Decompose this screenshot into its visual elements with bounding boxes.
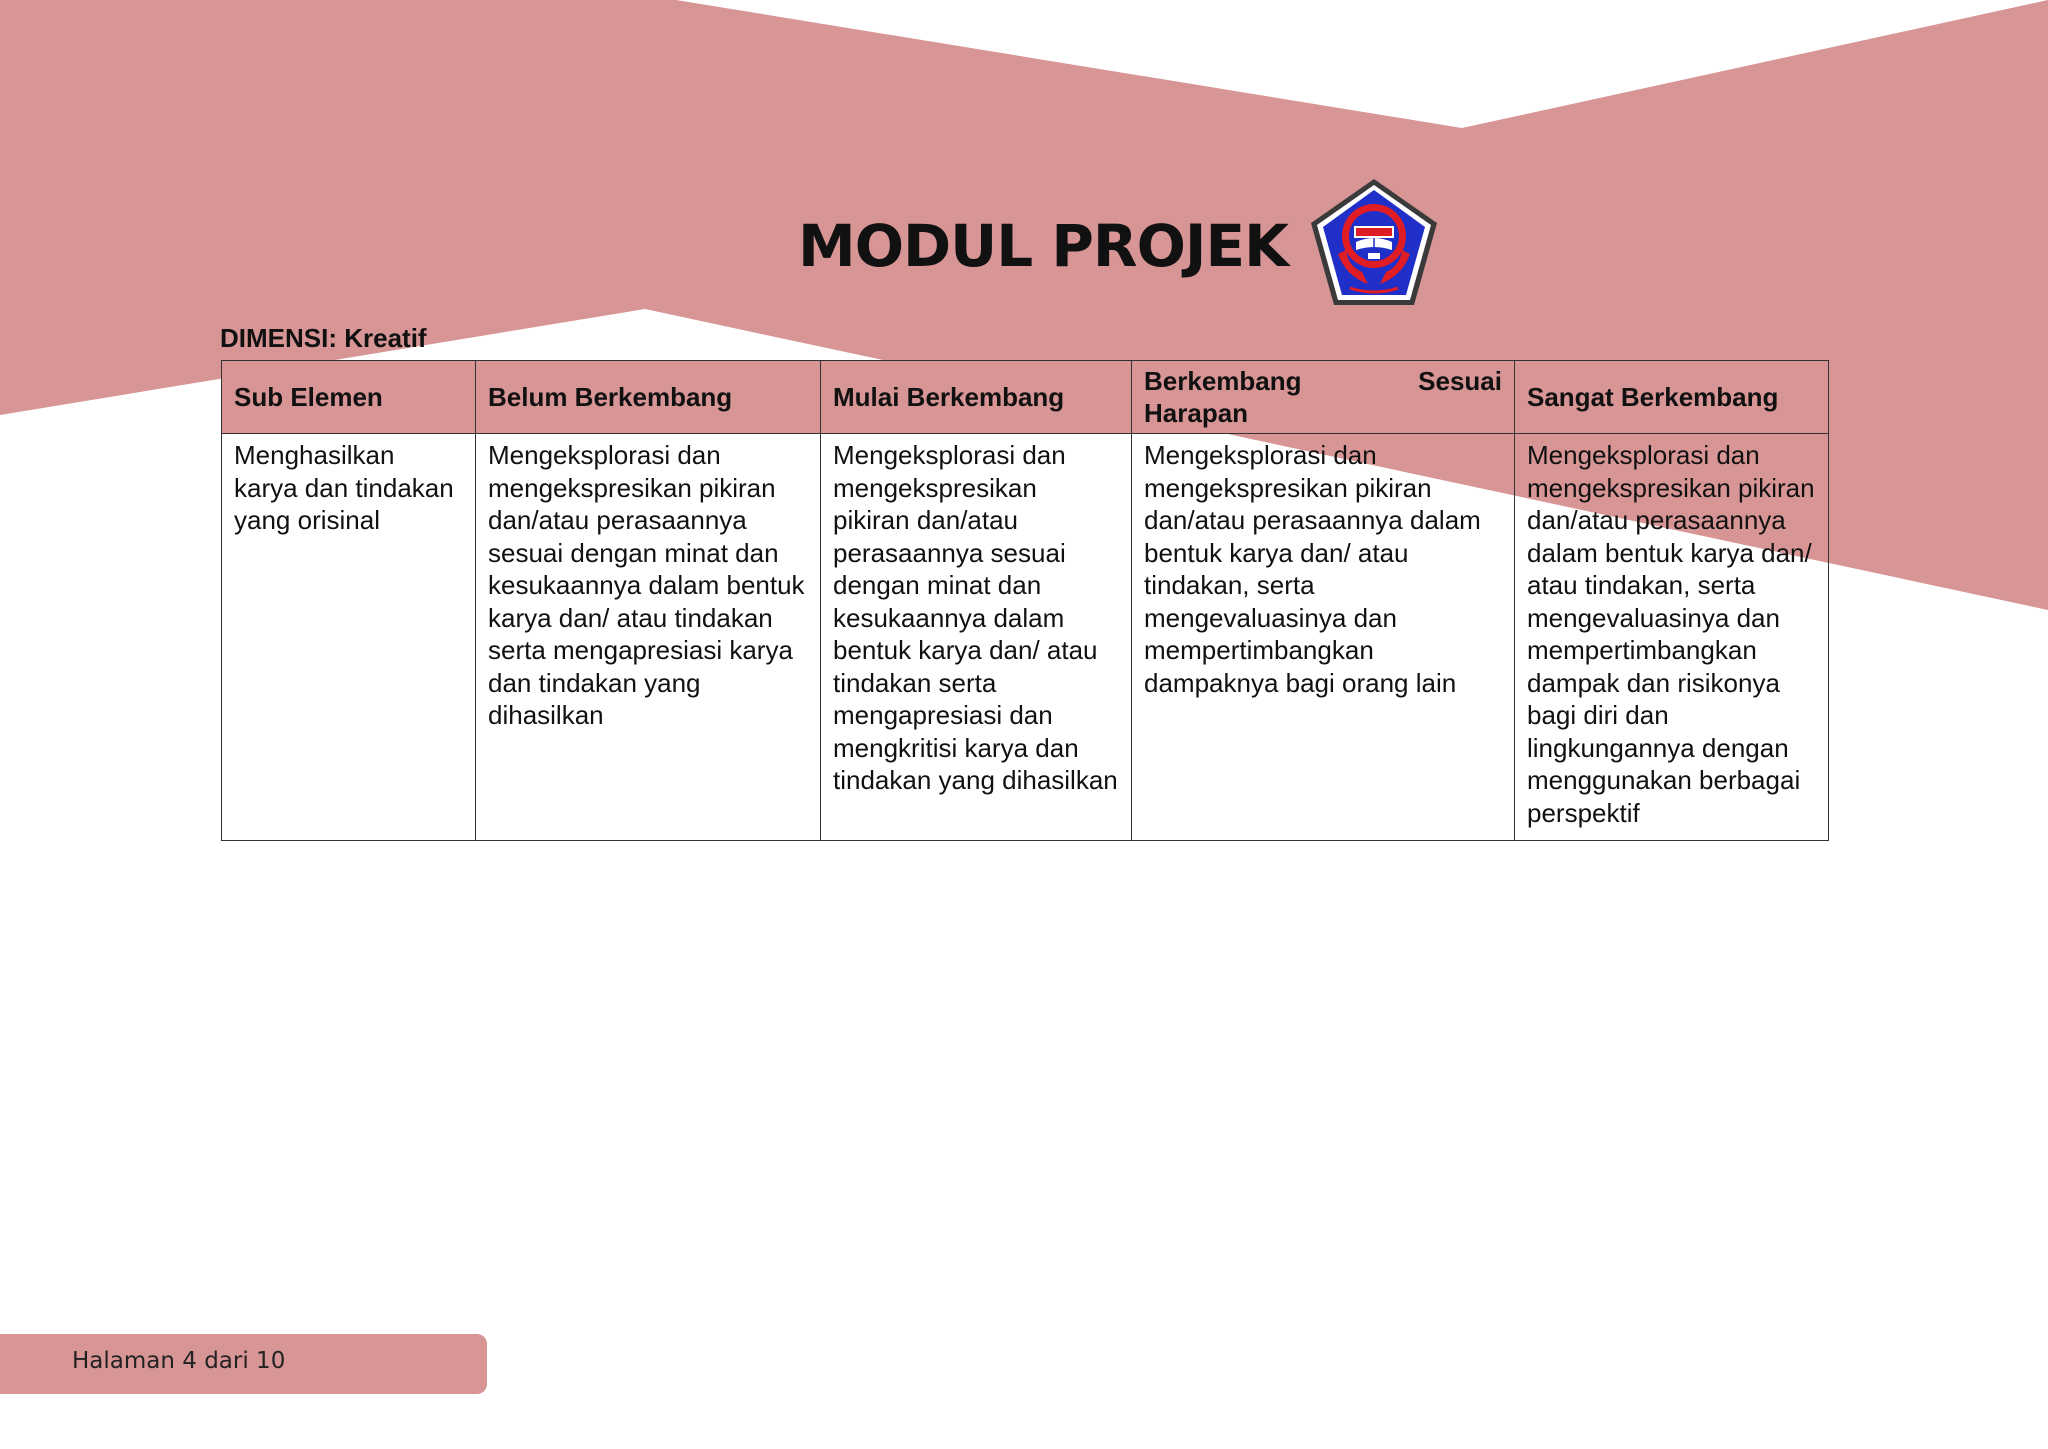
column-header-sangat-berkembang: Sangat Berkembang xyxy=(1515,361,1829,434)
dimension-label: DIMENSI: Kreatif xyxy=(220,323,427,353)
table-row xyxy=(222,434,1829,841)
page-title: MODUL PROJEK xyxy=(798,212,1289,280)
school-emblem-icon xyxy=(1306,176,1442,312)
column-header-sub-elemen: Sub Elemen xyxy=(222,361,476,434)
column-header-berkembang-sesuai-harapan: Berkembang Sesuai Harapan xyxy=(1132,361,1515,434)
table-header-row xyxy=(222,361,1829,434)
cell-sub-elemen: Menghasilkan karya dan tindakan yang orisinal xyxy=(222,434,476,841)
column-header-mulai-berkembang: Mulai Berkembang xyxy=(821,361,1132,434)
column-header-belum-berkembang: Belum Berkembang xyxy=(476,361,821,434)
page-number-label: Halaman 4 dari 10 xyxy=(72,1348,286,1374)
cell-belum-berkembang: Mengeksplorasi dan mengekspresikan pikiran dan/atau perasaannya sesuai dengan minat dan kesukaannya dalam bentuk karya dan/ atau tindakan serta mengapresiasi karya dan tindakan yang dihasilkan xyxy=(476,434,821,841)
page-footer xyxy=(0,1334,487,1394)
cell-berkembang-sesuai-harapan: Mengeksplorasi dan mengekspresikan pikiran dan/atau perasaannya dalam bentuk karya dan/ atau tindakan, serta mengevaluasinya dan mempertimbangkan dampaknya bagi orang lain xyxy=(1132,434,1515,841)
cell-mulai-berkembang: Mengeksplorasi dan mengekspresikan pikiran dan/atau perasaannya sesuai dengan minat dan kesukaannya dalam bentuk karya dan/ atau tindakan serta mengapresiasi dan mengkritisi karya dan tindakan yang dihasilkan xyxy=(821,434,1132,841)
cell-sangat-berkembang: Mengeksplorasi dan mengekspresikan pikiran dan/atau perasaannya dalam bentuk karya dan/ atau tindakan, serta mengevaluasinya dan mempertimbangkan dampak dan risikonya bagi diri dan lingkungannya dengan menggunakan berbagai perspektif xyxy=(1515,434,1829,841)
rubric-table xyxy=(221,360,1829,841)
